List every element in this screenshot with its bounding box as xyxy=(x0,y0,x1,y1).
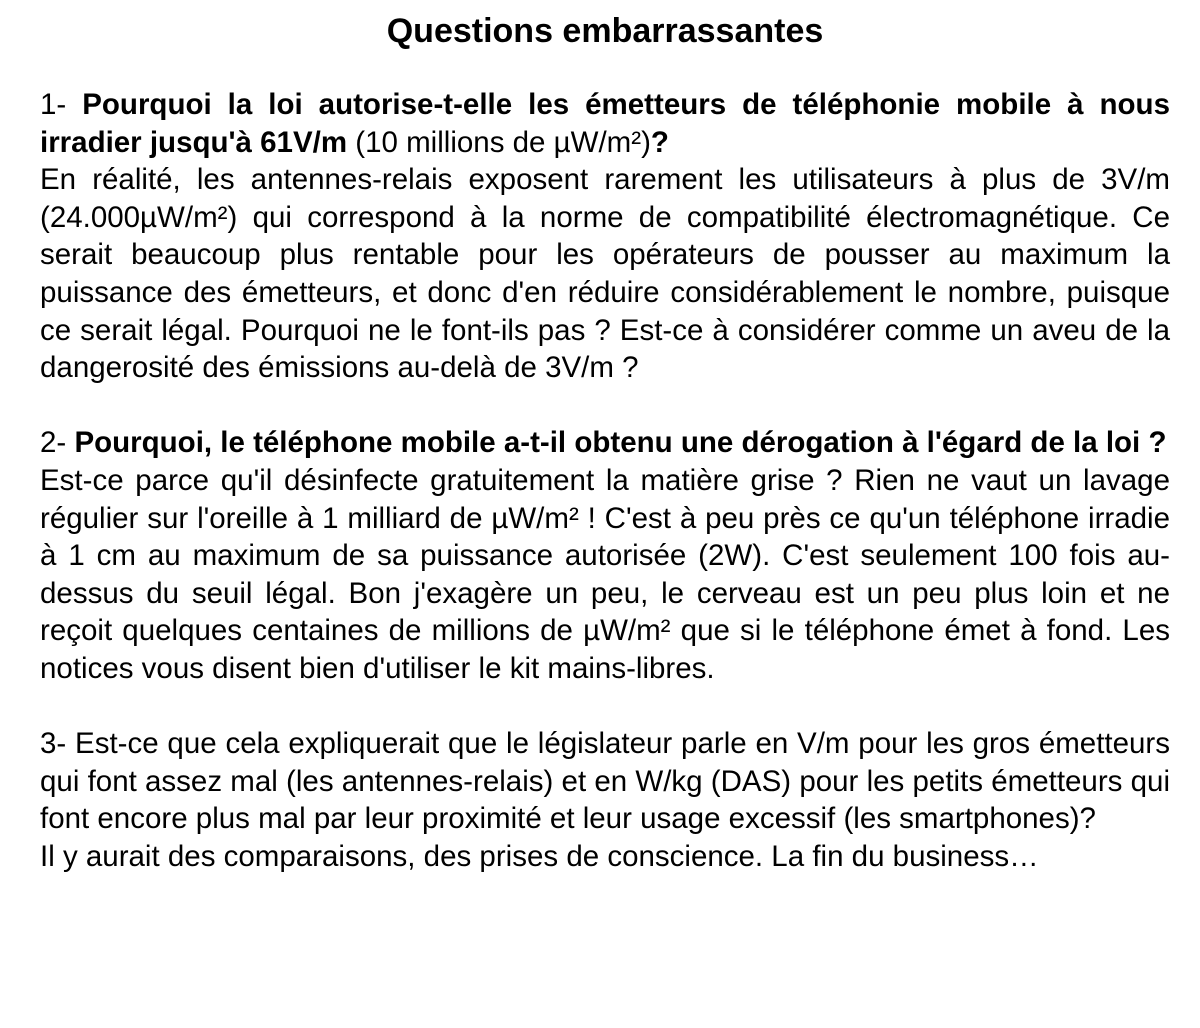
paragraph-spacer xyxy=(40,387,1170,425)
question-3-text: 3- Est-ce que cela expliquerait que le législateur parle en V/m pour les gros émetteurs qui font assez mal (les antennes-relais) et en W/kg (DAS) pour les petits émetteurs qui font encore plus mal par leur proximité et leur usage excessif (les smartphones)? xyxy=(40,727,1170,836)
question-2-body: Est-ce parce qu'il désinfecte gratuitement la matière grise ? Rien ne vaut un lavage régulier sur l'oreille à 1 milliard de µW/m² ! C'est à peu près ce qu'un téléphone irradie à 1 cm au maximum de sa puissance autorisée (2W). C'est seulement 100 fois au-dessus du seuil légal. Bon j'exagère un peu, le cerveau est un peu plus loin et ne reçoit quelques centaines de millions de µW/m² que si le téléphone émet à fond. Les notices vous disent bien d'utiliser le kit mains-libres. xyxy=(40,463,1170,685)
page-title: Questions embarrassantes xyxy=(386,12,824,50)
question-1-question-mark: ? xyxy=(650,125,669,159)
question-2-heading xyxy=(40,424,1170,462)
question-2-bold-text: Pourquoi, le téléphone mobile a-t-il obtenu une dérogation à l'égard de la loi ? xyxy=(74,426,1167,460)
question-2-number: 2- xyxy=(40,426,75,460)
paragraph-spacer xyxy=(40,688,1170,726)
question-1-bold-text: Pourquoi la loi autorise-t-elle les émetteurs de téléphonie mobile à nous irradier jusqu'à 61V/m xyxy=(40,88,1170,159)
question-1-number: 1- xyxy=(40,88,83,121)
question-3 xyxy=(40,725,1170,875)
question-2 xyxy=(40,424,1170,687)
question-1-unit-note: (10 millions de µW/m²) xyxy=(347,125,651,159)
question-3-body: Il y aurait des comparaisons, des prises de conscience. La fin du business… xyxy=(40,839,1039,873)
question-1-heading xyxy=(40,86,1170,161)
question-1-body: En réalité, les antennes-relais exposent rarement les utilisateurs à plus de 3V/m (24.000µW/m²) qui correspond à la norme de compatibilité électromagnétique. Ce serait beaucoup plus rentable pour les opérateurs de pousser au maximum la puissance des émetteurs, et donc d'en réduire considérablement le nombre, puisque ce serait légal. Pourquoi ne le font-ils pas ? Est-ce à considérer comme un aveu de la dangerosité des émissions au-delà de 3V/m ? xyxy=(40,163,1170,385)
question-1 xyxy=(40,86,1170,387)
